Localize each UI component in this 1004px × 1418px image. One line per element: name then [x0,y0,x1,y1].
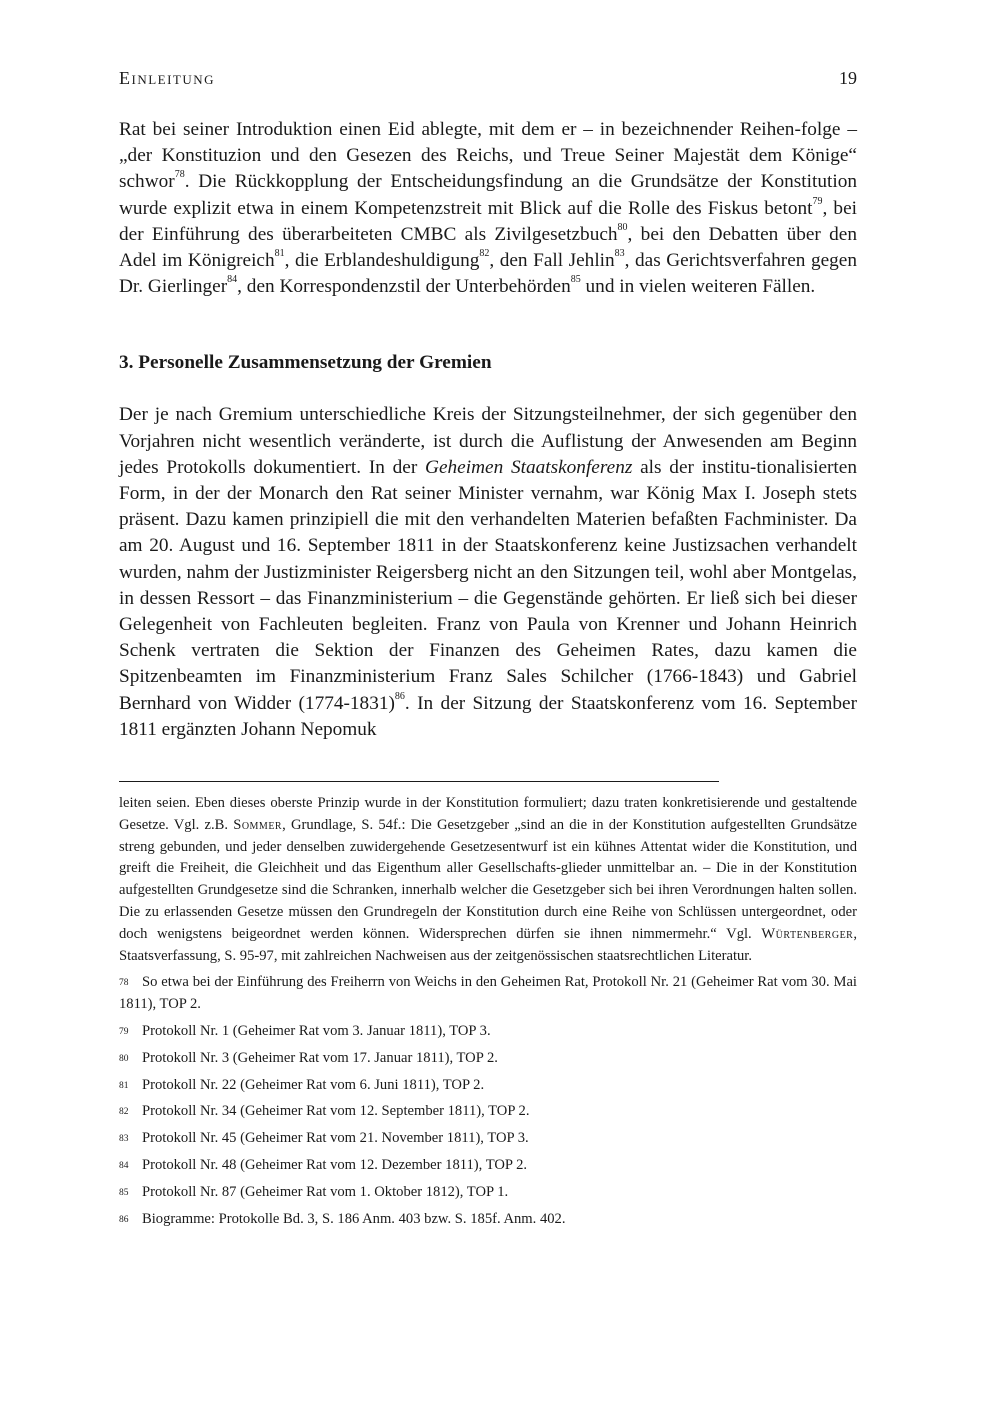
text-run: , bei der Einführung des überarbeiteten CMBC als Zivilgesetzbuch [119,197,857,245]
footnote-text: Protokoll Nr. 1 (Geheimer Rat vom 3. Januar 1811), TOP 3. [142,1022,491,1039]
footnote-ref-85: 85 [570,274,581,286]
footnote-text: Protokoll Nr. 3 (Geheimer Rat vom 17. Januar 1811), TOP 2. [142,1049,498,1066]
footnote-number: 78 [119,978,129,989]
footnote-82 [119,1101,857,1123]
author-name: Würtenberger [761,925,854,942]
footnote-separator [119,781,719,782]
footnote-number: 81 [119,1080,129,1091]
paragraph-1 [119,117,857,300]
footnote-text: Protokoll Nr. 87 (Geheimer Rat vom 1. Oktober 1812), TOP 1. [142,1183,509,1200]
footnote-ref-78: 78 [174,169,185,181]
footnote-number: 83 [119,1134,129,1145]
footnote-78 [119,972,857,1016]
text-run: Rat bei seiner Introduktion einen Eid ablegte, mit dem er – in bezeichnender Reihen-folge – „der Konstituzion und den Gesezen des Reichs, und Treue Seiner Majestät dem Könige“ schwor [119,119,857,193]
footnote-text: Protokoll Nr. 22 (Geheimer Rat vom 6. Juni 1811), TOP 2. [142,1076,485,1093]
footnote-79 [119,1021,857,1043]
main-text [119,117,857,743]
footnote-ref-81: 81 [274,248,285,260]
text-run: . In der Sitzung der Staatskonferenz vom 16. September 1811 ergänzten Johann Nepomuk [119,692,857,740]
footnote-83 [119,1128,857,1150]
footnote-ref-86: 86 [394,690,405,702]
text-run: , den Korrespondenzstil der Unterbehörden [237,276,571,298]
footnote-85 [119,1182,857,1204]
text-run: , Grundlage, S. 54f.: Die Gesetzgeber „sind an die in der Konstitution aufgestellten Grundsätze streng gebunden, und jeder denselben zuwidergehende Gesetzesentwurf ist ein kühnes Attentat wider die Konstitution, und greift die Freiheit, die Gleichheit und das Eigenthum aller Gesellschafts-glieder unmittelbar an. – Die in der Konstitution aufgestellten Grundgesetze sind die Schranken, innerhalb welcher die Gesetzgeber sich bei ihren Verordnungen halten sollen. Die zu erlassenden Gesetze müssen den Grundregeln der Konstitution durch eine Reihe von Schlüssen untergeordnet, oder doch wenigstens beigeordnet werden können. Widersprechen dürfen sie ihnen nimmermehr.“ Vgl. [119,816,858,942]
text-run: leiten seien. Eben dieses oberste Prinzip wurde in der Konstitution formuliert; dazu traten konkretisierende und gestaltende Gesetze. Vgl. z.B. [119,795,857,833]
footnote-number: 84 [119,1160,129,1171]
footnote-ref-80: 80 [617,221,628,233]
footnote-ref-83: 83 [614,248,625,260]
footnote-text: Protokoll Nr. 48 (Geheimer Rat vom 12. Dezember 1811), TOP 2. [142,1156,528,1173]
italic-term: Geheimen Staatskonferenz [425,456,633,478]
paragraph-2 [119,402,857,743]
footnote-number: 80 [119,1053,129,1064]
footnote-text: Protokoll Nr. 45 (Geheimer Rat vom 21. November 1811), TOP 3. [142,1130,529,1147]
section-heading: 3. Personelle Zusammensetzung der Gremien [119,352,492,374]
text-run: , bei den Debatten über den Adel im Königreich [119,223,857,272]
footnotes [119,793,857,1235]
text-run: und in vielen weiteren Fällen. [580,276,816,298]
page-header [119,68,857,90]
text-run: Der je nach Gremium unterschiedliche Kreis der Sitzungsteilnehmer, der sich gegenüber den Vorjahren nicht wesentlich veränderte, ist durch die Auflistung der Anwesenden am Beginn jedes Protokolls dokumentiert. In der [119,404,857,478]
page-number: 19 [839,68,857,88]
footnote-text: Protokoll Nr. 34 (Geheimer Rat vom 12. September 1811), TOP 2. [142,1103,530,1120]
footnote-81 [119,1075,857,1097]
running-head: Einleitung [119,68,216,88]
footnote-text: Biogramme: Protokolle Bd. 3, S. 186 Anm. 403 bzw. S. 185f. Anm. 402. [142,1210,566,1227]
footnote-80 [119,1048,857,1070]
footnote-number: 86 [119,1214,129,1225]
footnote-number: 79 [119,1026,129,1037]
footnote-86 [119,1209,857,1231]
footnote-ref-84: 84 [227,274,238,286]
footnote-text: So etwa bei der Einführung des Freiherrn von Weichs in den Geheimen Rat, Protokoll Nr. 21 (Geheimer Rat vom 30. Mai 1811), TOP 2. [119,974,857,1013]
text-run: , den Fall Jehlin [489,250,615,272]
text-run: , das Gerichtsverfahren gegen Dr. Gierlinger [119,250,857,298]
text-run: als der institu-tionalisierten Form, in der der Monarch den Rat seiner Minister vernahm, war König Max I. Joseph stets präsent. Dazu kamen prinzipiell die mit den verhandelten Materien befaßten Fachminister. Da am 20. August und 16. September 1811 in der Staatskonferenz keine Justizsachen verhandelt wurden, nahm der Justizminister Reigersberg nicht an den Sitzungen teil, wohl aber Montgelas, in dessen Ressort – das Finanzministerium – die Gegenstände gehörten. Er ließ sich bei dieser Gelegenheit von Fachleuten begleiten. Franz von Paula von Krenner und Johann Heinrich Schenk vertraten die Sektion der Finanzen des Geheimen Rates, dazu kamen die Spitzenbeamten im Finanzministerium Franz Sales Schilcher (1766-1843) und Gabriel Bernhard von Widder (1774-1831) [119,456,857,714]
text-run: , Staatsverfassung, S. 95-97, mit zahlreichen Nachweisen aus der zeitgenössischen staatsrechtlichen Literatur. [119,925,857,964]
footnote-continuation [119,793,857,967]
footnote-ref-82: 82 [479,248,490,260]
footnote-84 [119,1155,857,1177]
author-name: Sommer [233,816,283,833]
footnote-number: 85 [119,1187,129,1198]
text-run: , die Erblandeshuldigung [284,250,480,272]
footnote-ref-79: 79 [812,195,823,207]
text-run: . Die Rückkopplung der Entscheidungsfindung an die Grundsätze der Konstitution wurde explizit etwa in einem Kompetenzstreit mit Blick auf die Rolle des Fiskus betont [119,171,857,219]
footnote-number: 82 [119,1107,129,1118]
